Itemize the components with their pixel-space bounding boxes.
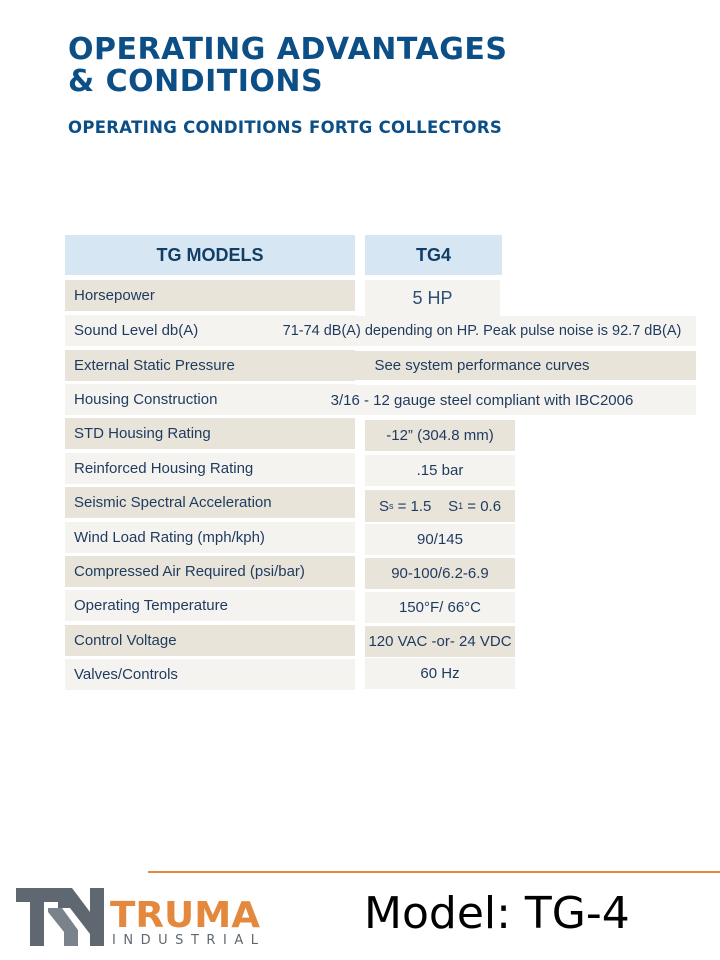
truma-industrial-logo: [14, 886, 264, 950]
row-label-horsepower: Horsepower: [65, 280, 355, 311]
row-label-sound-level: Sound Level db(A): [65, 315, 355, 346]
row-label-operating-temperature: Operating Temperature: [65, 590, 355, 621]
ss-value: = 1.5: [397, 497, 432, 515]
row-value-sound-level: 71-74 dB(A) depending on HP. Peak pulse noise is 92.7 dB(A): [268, 316, 696, 346]
logo-tagline: INDUSTRIAL: [112, 933, 258, 948]
s1-symbol: S: [448, 497, 459, 515]
header-tg4: TG4: [365, 235, 502, 275]
row-value-housing-construction: 3/16 - 12 gauge steel compliant with IBC2006: [268, 385, 696, 415]
page-subtitle: OPERATING CONDITIONS FORTG COLLECTORS: [68, 118, 503, 137]
row-value-external-static-pressure: See system performance curves: [268, 351, 696, 380]
row-label-control-voltage: Control Voltage: [65, 625, 355, 656]
row-value-operating-temperature: 150°F/ 66°C: [365, 592, 515, 623]
model-label: Model: TG-4: [364, 888, 630, 939]
header-tg-models: TG MODELS: [65, 235, 355, 275]
row-label-seismic-spectral-acceleration: Seismic Spectral Acceleration: [65, 487, 355, 518]
row-value-valves-controls: 60 Hz: [365, 658, 515, 689]
row-value-wind-load-rating: 90/145: [365, 524, 515, 555]
row-label-valves-controls: Valves/Controls: [65, 659, 355, 690]
row-label-wind-load-rating: Wind Load Rating (mph/kph): [65, 522, 355, 553]
page-title: OPERATING ADVANTAGES & CONDITIONS: [68, 32, 508, 99]
truma-mark-icon: [16, 888, 104, 946]
row-label-reinforced-housing-rating: Reinforced Housing Rating: [65, 453, 355, 484]
row-label-housing-construction: Housing Construction: [65, 384, 355, 415]
ss-subscript: s: [388, 501, 394, 511]
logo-wordmark: TRUMA: [110, 895, 261, 936]
row-value-std-housing-rating: -12” (304.8 mm): [365, 420, 515, 451]
row-value-reinforced-housing-rating: .15 bar: [365, 455, 515, 486]
row-value-seismic-spectral-acceleration: [365, 490, 515, 522]
row-label-std-housing-rating: STD Housing Rating: [65, 418, 355, 449]
row-value-compressed-air-required: 90-100/6.2-6.9: [365, 558, 515, 589]
s1-value: = 0.6: [467, 497, 502, 515]
row-value-control-voltage: 120 VAC -or- 24 VDC: [365, 626, 515, 657]
s1-subscript: 1: [458, 501, 464, 511]
row-label-compressed-air-required: Compressed Air Required (psi/bar): [65, 556, 355, 587]
ss-symbol: S: [378, 497, 389, 515]
row-label-external-static-pressure: External Static Pressure: [65, 350, 355, 381]
row-value-horsepower: 5 HP: [365, 280, 500, 316]
footer-divider: [148, 871, 720, 873]
